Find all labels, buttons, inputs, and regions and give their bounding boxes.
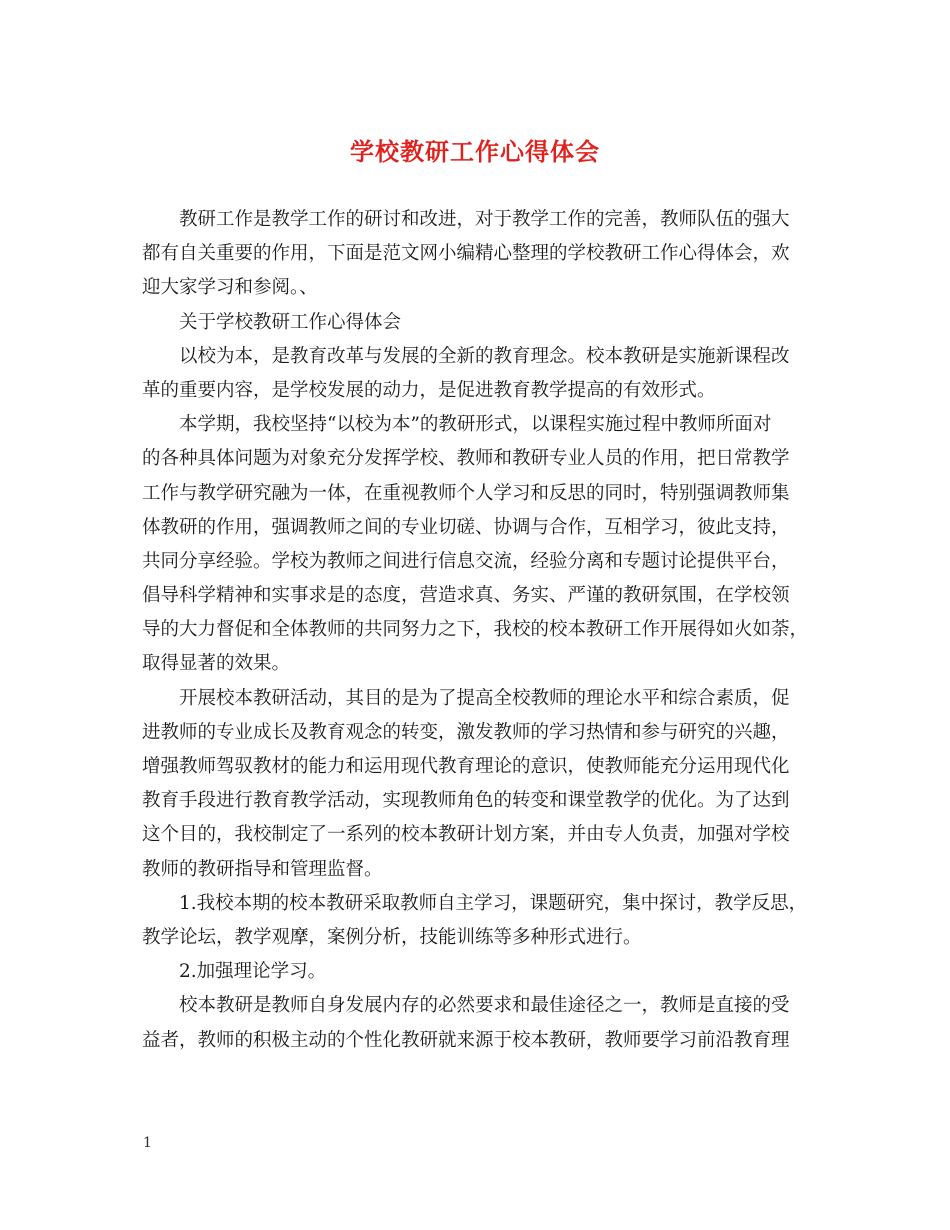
text-line: 开展校本教研活动，其目的是为了提高全校教师的理论水平和综合素质，促 xyxy=(179,687,790,709)
text-line: 都有自关重要的作用，下面是范文网小编精心整理的学校教研工作心得体会，欢 xyxy=(142,243,790,265)
list-item: 1.我校本期的校本教研采取教师自主学习，课题研究，集中探讨，教学反思， xyxy=(179,892,808,914)
text-line: 革的重要内容，是学校发展的动力，是促进教育教学提高的有效形式。 xyxy=(142,379,716,401)
text-line: 进教师的专业成长及教育观念的转变，激发教师的学习热情和参与研究的兴趣， xyxy=(142,721,790,743)
text-line: 教学论坛，教学观摩，案例分析，技能训练等多种形式进行。 xyxy=(142,926,642,948)
text-line: 校本教研是教师自身发展内存的必然要求和最佳途径之一，教师是直接的受 xyxy=(179,995,790,1017)
text-line: 教师的教研指导和管理监督。 xyxy=(142,858,383,880)
text-line: 共同分享经验。学校为教师之间进行信息交流，经验分离和专题讨论提供平台， xyxy=(142,550,790,572)
text-line: 工作与教学研究融为一体，在重视教师个人学习和反思的同时，特别强调教师集 xyxy=(142,482,790,504)
text-line: 教研工作是教学工作的研讨和改进，对于教学工作的完善，教师队伍的强大 xyxy=(179,209,790,230)
page-number: 1 xyxy=(143,1135,152,1151)
section-heading: 关于学校教研工作心得体会 xyxy=(179,311,402,333)
text-line: 这个目的，我校制定了一系列的校本教研计划方案，并由专人负责，加强对学校 xyxy=(142,824,790,846)
list-item: 2.加强理论学习。 xyxy=(179,961,327,983)
text-line: 本学期，我校坚持“以校为本”的教研形式，以课程实施过程中教师所面对 xyxy=(179,414,772,436)
text-line: 的各种具体问题为对象充分发挥学校、教师和教研专业人员的作用，把日常教学 xyxy=(142,448,790,470)
text-line: 益者，教师的积极主动的个性化教研就来源于校本教研，教师要学习前沿教育理 xyxy=(142,1029,790,1051)
page-title: 学校教研工作心得体会 xyxy=(350,137,600,166)
text-line: 取得显著的效果。 xyxy=(142,653,291,675)
text-line: 以校为本，是教育改革与发展的全新的教育理念。校本教研是实施新课程改 xyxy=(179,345,790,367)
text-line: 导的大力督促和全体教师的共同努力之下，我校的校本教研工作开展得如火如荼， xyxy=(142,619,809,641)
text-line: 教育手段进行教育教学活动，实现教师角色的转变和课堂教学的优化。为了达到 xyxy=(142,790,790,812)
text-line: 增强教师驾驭教材的能力和运用现代教育理论的意识，使教师能充分运用现代化 xyxy=(142,756,790,777)
text-line: 倡导科学精神和实事求是的态度，营造求真、务实、严谨的教研氛围，在学校领 xyxy=(142,585,790,607)
text-line: 体教研的作用，强调教师之间的专业切磋、协调与合作，互相学习，彼此支持， xyxy=(142,516,790,538)
document-body xyxy=(142,203,832,1058)
text-line: 迎大家学习和参阅。、 xyxy=(142,277,318,299)
